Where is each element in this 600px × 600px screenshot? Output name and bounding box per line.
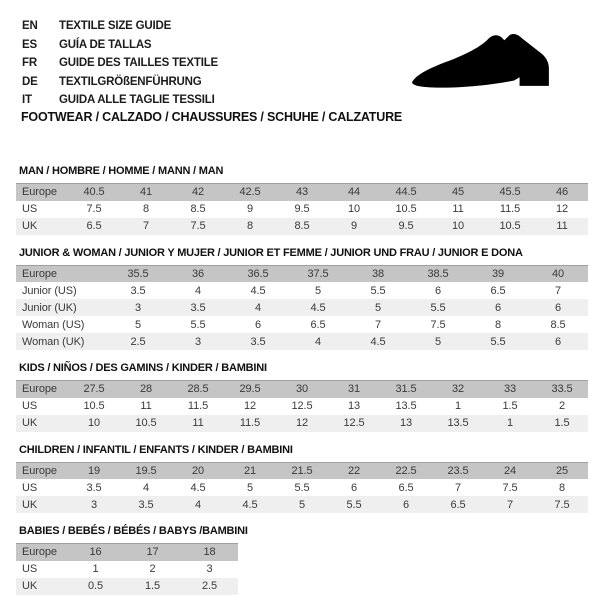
size-value: 12: [224, 398, 276, 415]
size-value: 5.5: [328, 496, 380, 513]
size-value: 20: [172, 462, 224, 479]
size-value: 13: [380, 415, 432, 432]
size-value: 1.5: [484, 398, 536, 415]
row-label: Junior (UK): [16, 299, 108, 316]
size-value: 10.5: [380, 201, 432, 218]
language-title: GUIDA ALLE TAGLIE TESSILI: [59, 94, 215, 106]
size-value: 3.5: [68, 479, 120, 496]
size-value: 11: [172, 415, 224, 432]
table-row: [16, 299, 588, 316]
size-value: 11.5: [224, 415, 276, 432]
size-value: 7.5: [408, 316, 468, 333]
size-value: 1: [432, 398, 484, 415]
size-value: 31.5: [380, 381, 432, 398]
size-section-children: [16, 444, 588, 514]
size-value: 11.5: [484, 201, 536, 218]
size-value: 2: [536, 398, 588, 415]
size-value: 5: [408, 333, 468, 350]
size-value: 8.5: [172, 201, 224, 218]
size-value: 6: [228, 316, 288, 333]
size-value: 6.5: [468, 282, 528, 299]
size-value: 11: [120, 398, 172, 415]
size-value: 36: [168, 265, 228, 282]
size-value: 5: [224, 479, 276, 496]
size-value: 1.5: [124, 578, 181, 595]
size-table-babies: [16, 543, 238, 595]
row-label: Europe: [16, 184, 68, 201]
row-label: Europe: [16, 381, 68, 398]
size-value: 7: [432, 479, 484, 496]
language-title: TEXTILGRÖßENFÜHRUNG: [59, 75, 202, 88]
size-value: 7: [348, 316, 408, 333]
size-table-children: [16, 462, 588, 514]
size-value: 8: [468, 316, 528, 333]
size-value: 3: [108, 299, 168, 316]
row-label: UK: [16, 415, 68, 432]
size-value: 42.5: [224, 184, 276, 201]
size-value: 12: [276, 415, 328, 432]
size-value: 7: [120, 218, 172, 235]
size-value: 1: [484, 415, 536, 432]
size-value: 39: [468, 265, 528, 282]
size-value: 28.5: [172, 381, 224, 398]
size-value: 3: [168, 333, 228, 350]
size-value: 6.5: [68, 218, 120, 235]
size-value: 1.5: [536, 415, 588, 432]
size-value: 3: [181, 561, 238, 578]
section-title: BABIES / BEBÉS / BÉBÉS / BABYS /BAMBINI: [19, 525, 248, 537]
size-value: 9: [328, 218, 380, 235]
size-value: 10: [68, 415, 120, 432]
category-heading: FOOTWEAR / CALZADO / CHAUSSURES / SCHUHE / CALZATURE: [21, 110, 403, 124]
table-row: [16, 201, 588, 218]
size-value: 44: [328, 184, 380, 201]
size-value: 4.5: [224, 496, 276, 513]
size-value: 4.5: [172, 479, 224, 496]
size-value: 36.5: [228, 265, 288, 282]
size-value: 33: [484, 381, 536, 398]
size-value: 18: [181, 544, 238, 561]
size-table-junior-woman: [16, 265, 588, 351]
size-value: 6.5: [432, 496, 484, 513]
size-value: 19.5: [120, 462, 172, 479]
table-row: [16, 184, 588, 201]
size-value: 29.5: [224, 381, 276, 398]
size-value: 6.5: [380, 479, 432, 496]
size-value: 19: [68, 462, 120, 479]
language-list: [22, 17, 218, 110]
size-value: 5.5: [276, 479, 328, 496]
size-value: 4: [288, 333, 348, 350]
row-label: Europe: [16, 544, 67, 561]
language-row: [22, 91, 218, 110]
size-value: 17: [124, 544, 181, 561]
section-title: JUNIOR & WOMAN / JUNIOR Y MUJER / JUNIOR ET FEMME / JUNIOR UND FRAU / JUNIOR E DONA: [19, 246, 523, 259]
size-value: 4: [228, 299, 288, 316]
size-value: 4.5: [228, 282, 288, 299]
size-value: 40.5: [68, 184, 120, 201]
table-row: [16, 561, 238, 578]
row-label: US: [16, 561, 67, 578]
size-value: 9: [224, 201, 276, 218]
table-row: [16, 282, 588, 299]
size-value: 30: [276, 381, 328, 398]
size-value: 4: [172, 496, 224, 513]
size-value: 27.5: [68, 381, 120, 398]
size-value: 6.5: [288, 316, 348, 333]
size-value: 5: [276, 496, 328, 513]
table-row: [16, 381, 588, 398]
section-title: KIDS / NIÑOS / DES GAMINS / KINDER / BAMBINI: [19, 362, 267, 374]
table-row: [16, 415, 588, 432]
size-value: 44.5: [380, 184, 432, 201]
language-row: [22, 54, 218, 73]
table-row: [16, 218, 588, 235]
size-value: 7: [528, 282, 588, 299]
size-value: 3.5: [228, 333, 288, 350]
language-row: [22, 73, 218, 92]
language-row: [22, 17, 218, 36]
size-section-babies: [16, 525, 588, 595]
table-row: [16, 578, 238, 595]
size-value: 7.5: [484, 479, 536, 496]
size-value: 22.5: [380, 462, 432, 479]
size-value: 10.5: [120, 415, 172, 432]
size-value: 1: [67, 561, 124, 578]
size-value: 40: [528, 265, 588, 282]
size-value: 7.5: [68, 201, 120, 218]
size-value: 21: [224, 462, 276, 479]
size-value: 5: [108, 316, 168, 333]
row-label: Europe: [16, 462, 68, 479]
size-value: 4: [120, 479, 172, 496]
size-table-kids: [16, 380, 588, 432]
size-value: 13.5: [432, 415, 484, 432]
size-value: 45: [432, 184, 484, 201]
size-value: 7.5: [172, 218, 224, 235]
size-value: 28: [120, 381, 172, 398]
size-value: 32: [432, 381, 484, 398]
table-row: [16, 265, 588, 282]
size-value: 8: [536, 479, 588, 496]
language-code: IT: [22, 94, 32, 106]
language-code: DE: [22, 75, 38, 88]
size-value: 11: [536, 218, 588, 235]
table-row: [16, 398, 588, 415]
language-code: EN: [22, 20, 38, 32]
row-label: US: [16, 398, 68, 415]
size-value: 12.5: [328, 415, 380, 432]
row-label: US: [16, 201, 68, 218]
size-value: 5.5: [348, 282, 408, 299]
size-value: 2.5: [181, 578, 238, 595]
size-value: 45.5: [484, 184, 536, 201]
size-value: 21.5: [276, 462, 328, 479]
size-value: 16: [67, 544, 124, 561]
size-tables: [16, 165, 588, 600]
size-value: 3: [68, 496, 120, 513]
row-label: US: [16, 479, 68, 496]
language-title: GUÍA DE TALLAS: [59, 38, 152, 51]
size-table-man: [16, 183, 588, 235]
size-value: 12: [536, 201, 588, 218]
language-title: TEXTILE SIZE GUIDE: [59, 20, 172, 32]
size-value: 6: [468, 299, 528, 316]
row-label: UK: [16, 218, 68, 235]
size-value: 5: [288, 282, 348, 299]
size-value: 2.5: [108, 333, 168, 350]
size-value: 37.5: [288, 265, 348, 282]
table-row: [16, 333, 588, 350]
size-value: 13.5: [380, 398, 432, 415]
size-value: 10: [328, 201, 380, 218]
table-row: [16, 479, 588, 496]
size-value: 8: [224, 218, 276, 235]
size-value: 22: [328, 462, 380, 479]
table-row: [16, 462, 588, 479]
size-value: 6: [328, 479, 380, 496]
size-value: 6: [380, 496, 432, 513]
size-value: 8.5: [276, 218, 328, 235]
size-value: 5.5: [468, 333, 528, 350]
size-value: 12.5: [276, 398, 328, 415]
size-value: 9.5: [380, 218, 432, 235]
size-value: 10: [432, 218, 484, 235]
size-value: 7.5: [536, 496, 588, 513]
size-value: 5.5: [408, 299, 468, 316]
size-value: 25: [536, 462, 588, 479]
language-code: ES: [22, 38, 37, 51]
language-title: GUIDE DES TAILLES TEXTILE: [59, 57, 218, 69]
size-value: 5.5: [168, 316, 228, 333]
row-label: Woman (US): [16, 316, 108, 333]
table-row: [16, 496, 588, 513]
dress-shoe-icon: [398, 24, 576, 100]
size-value: 3.5: [120, 496, 172, 513]
size-section-kids: [16, 362, 588, 432]
size-value: 13: [328, 398, 380, 415]
size-value: 9.5: [276, 201, 328, 218]
size-value: 42: [172, 184, 224, 201]
size-value: 6: [528, 333, 588, 350]
language-row: [22, 36, 218, 55]
row-label: Europe: [16, 265, 108, 282]
table-row: [16, 316, 588, 333]
size-value: 11: [432, 201, 484, 218]
section-title: MAN / HOMBRE / HOMME / MANN / MAN: [19, 165, 224, 177]
size-value: 33.5: [536, 381, 588, 398]
size-value: 24: [484, 462, 536, 479]
size-value: 4: [168, 282, 228, 299]
size-value: 23.5: [432, 462, 484, 479]
size-value: 4.5: [348, 333, 408, 350]
size-value: 38: [348, 265, 408, 282]
size-value: 6: [408, 282, 468, 299]
row-label: UK: [16, 578, 67, 595]
table-row: [16, 544, 238, 561]
size-value: 3.5: [168, 299, 228, 316]
size-value: 8: [120, 201, 172, 218]
size-value: 46: [536, 184, 588, 201]
size-value: 43: [276, 184, 328, 201]
language-code: FR: [22, 57, 37, 69]
size-value: 10.5: [484, 218, 536, 235]
size-value: 38.5: [408, 265, 468, 282]
section-title: CHILDREN / INFANTIL / ENFANTS / KINDER / BAMBINI: [19, 443, 293, 456]
size-value: 3.5: [108, 282, 168, 299]
size-section-junior-woman: [16, 247, 588, 351]
row-label: Woman (UK): [16, 333, 108, 350]
size-value: 31: [328, 381, 380, 398]
row-label: Junior (US): [16, 282, 108, 299]
size-value: 10.5: [68, 398, 120, 415]
size-value: 5: [348, 299, 408, 316]
size-value: 11.5: [172, 398, 224, 415]
size-value: 7: [484, 496, 536, 513]
size-value: 2: [124, 561, 181, 578]
size-section-man: [16, 165, 588, 235]
size-value: 4.5: [288, 299, 348, 316]
size-value: 0.5: [67, 578, 124, 595]
size-value: 6: [528, 299, 588, 316]
size-value: 8.5: [528, 316, 588, 333]
row-label: UK: [16, 496, 68, 513]
size-value: 41: [120, 184, 172, 201]
size-value: 35.5: [108, 265, 168, 282]
